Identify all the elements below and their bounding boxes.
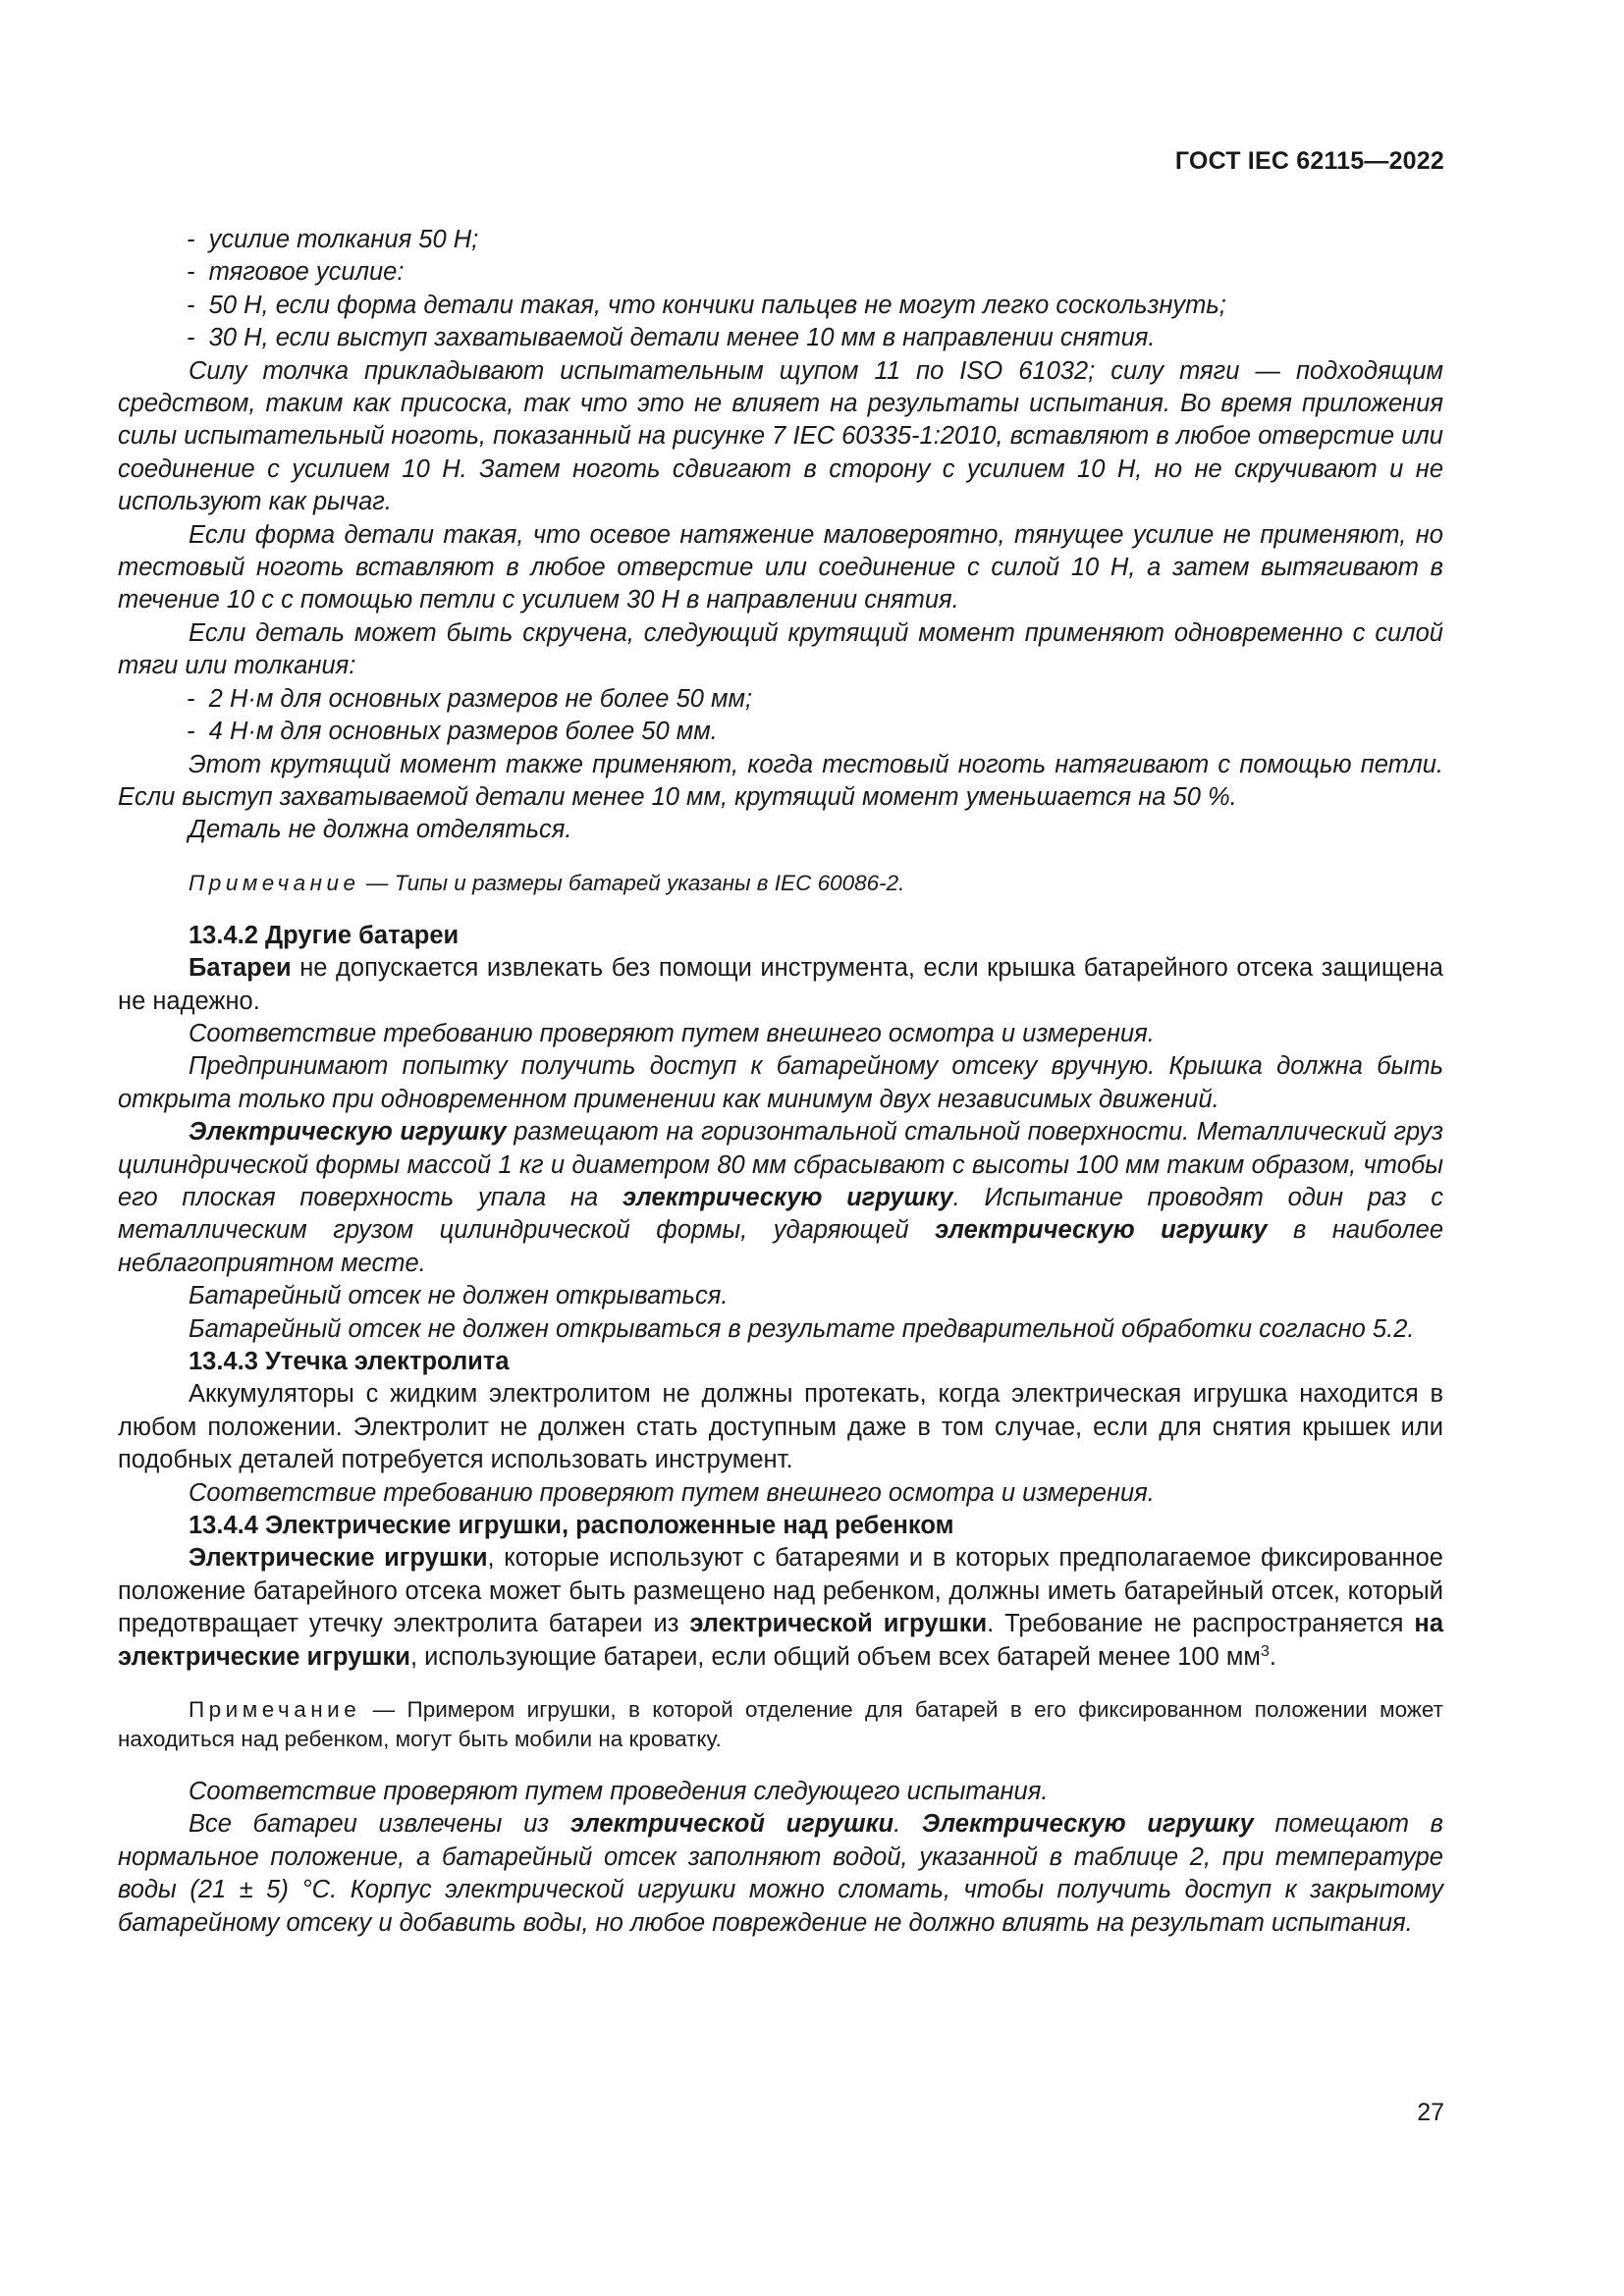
note-label: Примечание <box>189 1697 361 1723</box>
page-number: 27 <box>1417 2099 1444 2126</box>
paragraph: Батарейный отсек не должен открываться в результате предварительной обработки согласно 5.2. <box>189 1314 1415 1343</box>
paragraph-text: . Испытание проводят один раз с металлическим грузом цилиндрической формы, ударяющей <box>118 1183 1444 1245</box>
paragraph-text: . <box>893 1810 922 1839</box>
section-heading: 13.4.3 Утечка электролита <box>189 1348 510 1375</box>
paragraph-text: . Требование не распространяется <box>987 1610 1415 1638</box>
note-text: — Примером игрушки, в которой отделение для батарей в его фиксированном положении может находиться над ребенком, могут быть мобили на кроватку. <box>118 1697 1443 1752</box>
paragraph: Деталь не должна отделяться. <box>189 816 572 844</box>
note <box>118 1695 1443 1754</box>
paragraph-text: . <box>1269 1642 1276 1671</box>
paragraph: Соответствие требованию проверяют путем внешнего осмотра и измерения. <box>189 1019 1155 1047</box>
paragraph <box>118 1808 1443 1940</box>
section-heading: 13.4.4 Электрические игрушки, расположенные над ребенком <box>189 1512 954 1540</box>
paragraph <box>118 952 1443 1018</box>
term: электрическую игрушку <box>622 1183 953 1211</box>
term: на электрические игрушки <box>118 1610 1444 1671</box>
superscript: 3 <box>1260 1642 1270 1660</box>
term: Батареи <box>189 954 292 983</box>
term: Электрические игрушки <box>189 1544 488 1573</box>
term: электрической игрушки <box>569 1810 894 1839</box>
note <box>118 869 1443 898</box>
paragraph-text: , которые используют с батареями и в которых предполагаемое фиксированное положение батарейного отсека может быть размещено над ребенком, должны иметь батарейный отсек, который предотвращает утечку электролита батареи из <box>118 1544 1443 1638</box>
list-item: - 2 Н·м для основных размеров не более 50 мм; <box>118 683 1443 716</box>
term: электрической игрушки <box>689 1610 988 1638</box>
term: Электрическую игрушку <box>921 1810 1254 1839</box>
list-item: - 50 Н, если форма детали такая, что кончики пальцев не могут легко соскользнуть; <box>118 290 1443 322</box>
paragraph-text: , использующие батареи, если общий объем всех батарей менее 100 мм <box>409 1642 1261 1671</box>
paragraph: Если деталь может быть скручена, следующий крутящий момент применяют одновременно с силой тяги или толкания: <box>118 618 1443 680</box>
paragraph-text: в наиболее неблагоприятном месте. <box>118 1216 1443 1277</box>
paragraph <box>118 1542 1443 1674</box>
paragraph: Соответствие проверяют путем проведения следующего испытания. <box>189 1778 1049 1806</box>
list-item: - тяговое усилие: <box>118 256 1443 289</box>
paragraph-text: не допускается извлекать без помощи инструмента, если крышка батарейного отсека защищена не надежно. <box>118 954 1443 1015</box>
note-label: Примечание <box>189 870 360 895</box>
paragraph: Силу толчка прикладывают испытательным щупом 11 по ISO 61032; силу тяги — подходящим средством, таким как присоска, так что это не влияет на результаты испытания. Во время приложения силы испытательный ноготь, показанный на рисунке 7 IEC 60335-1:2010, вставляют в любое отверстие или соединение с усилием 10 Н. Затем ноготь сдвигают в сторону с усилием 10 Н, но не скручивают и не используют как рычаг. <box>118 356 1443 516</box>
paragraph: Этот крутящий момент также применяют, когда тестовый ноготь натягивают с помощью петли. Если выступ захватываемой детали менее 10 мм, крутящий момент уменьшается на 50 %. <box>118 750 1443 811</box>
paragraph-text: помещают в нормальное положение, а батарейный отсек заполняют водой, указанной в таблице 2, при температуре воды (21 ± 5) °С. Корпус электрической игрушки можно сломать, чтобы получить доступ к закрытому батарейному отсеку и добавить воды, но любое повреждение не должно влиять на результат испытания. <box>118 1810 1443 1937</box>
paragraph: Соответствие требованию проверяют путем внешнего осмотра и измерения. <box>189 1478 1155 1507</box>
note-text: — Типы и размеры батарей указаны в IEC 60086-2. <box>359 870 905 895</box>
paragraph <box>118 1116 1443 1280</box>
paragraph: Аккумуляторы с жидким электролитом не должны протекать, когда электрическая игрушка находится в любом положении. Электролит не должен стать доступным даже в том случае, если для снятия крышек или подобных деталей потребуется использовать инструмент. <box>118 1380 1443 1474</box>
document-header: ГОСТ IEC 62115—2022 <box>1174 147 1444 175</box>
paragraph-text: Все батареи извлечены из <box>189 1810 570 1839</box>
term: Электрическую игрушку <box>189 1118 507 1147</box>
section-heading: 13.4.2 Другие батареи <box>189 921 460 949</box>
paragraph: Если форма детали такая, что осевое натяжение маловероятно, тянущее усилие не применяют, но тестовый ноготь вставляют в любое отверстие или соединение с силой 10 Н, а затем вытягивают в течение 10 с с помощью петли с усилием 30 Н в направлении снятия. <box>118 520 1443 614</box>
list-item: - 4 Н·м для основных размеров более 50 мм. <box>118 716 1443 748</box>
paragraph: Батарейный отсек не должен открываться. <box>189 1282 729 1310</box>
paragraph: Предпринимают попытку получить доступ к батарейному отсеку вручную. Крышка должна быть открыта только при одновременном применении как минимум двух независимых движений. <box>118 1052 1443 1113</box>
document-body <box>118 224 1443 1940</box>
term: электрическую игрушку <box>935 1216 1268 1245</box>
list-item: - 30 Н, если выступ захватываемой детали менее 10 мм в направлении снятия. <box>118 322 1443 354</box>
list-item: - усилие толкания 50 Н; <box>118 224 1443 256</box>
paragraph-text: размещают на горизонтальной стальной поверхности. Металлический груз цилиндрической формы массой 1 кг и диаметром 80 мм сбрасывают с высоты 100 мм таким образом, чтобы его плоская поверхность упала на <box>118 1118 1443 1211</box>
